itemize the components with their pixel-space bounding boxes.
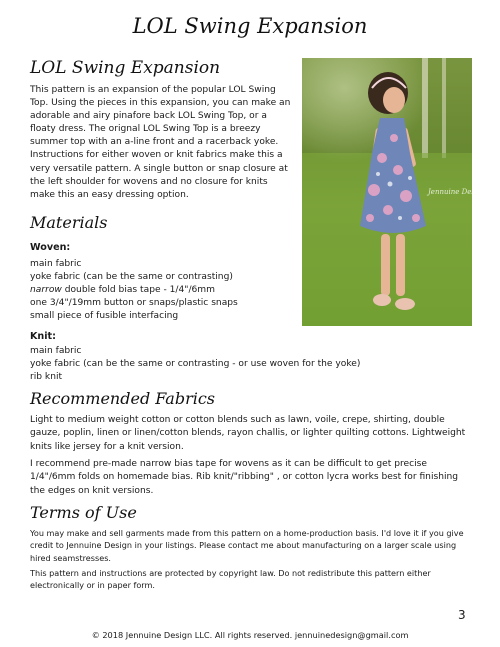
materials-heading: Materials	[30, 213, 108, 232]
page-number: 3	[458, 608, 466, 622]
product-photo	[302, 58, 487, 326]
woven-materials-list	[30, 258, 300, 323]
intro-heading: LOL Swing Expansion	[30, 58, 221, 78]
recommended-fabrics-heading: Recommended Fabrics	[30, 389, 215, 408]
terms-paragraph-1: You may make and sell garments made from this pattern on a home-production basis. I'd love it if you give credit to Jennuine Design in your listings. Please contact me about manufacturing on a larger scale using hired seamstresses.	[30, 528, 464, 563]
woven-item: main fabric	[30, 259, 82, 269]
terms-paragraph-2: This pattern and instructions are protected by copyright law. Do not redistribute this pattern either electronically or in paper form.	[30, 568, 431, 591]
photo-watermark: Jennuine Design	[428, 188, 487, 196]
woven-item: narrow double fold bias tape - 1/4"/6mm	[30, 285, 216, 296]
knit-materials-list	[30, 345, 460, 384]
terms-heading: Terms of Use	[30, 503, 137, 522]
knit-heading: Knit:	[30, 331, 56, 342]
photo-illustration	[302, 58, 487, 326]
fabrics-paragraph-2: I recommend pre-made narrow bias tape for wovens as it can be difficult to get precise 1/4"/6mm folds on homemade bias. Rib knit/"ribbing" , or cotton lycra works best for finishing the edges on knit versions.	[30, 459, 459, 496]
intro-paragraph: This pattern is an expansion of the popular LOL Swing Top. Using the pieces in this expansion, you can make an adorable and airy pinafore back LOL Swing Top, or a floaty dress. The orignal LOL Swing Top is a breezy summer top with an a-line front and a racerback yoke. Instructions for either woven or knit fabrics make this a very versatile pattern. A single button or snap closure at the left shoulder for wovens and no closure for knits make this an easy dressing option.	[30, 85, 291, 200]
woven-item: yoke fabric (can be the same or contrasting)	[30, 272, 233, 283]
woven-item: small piece of fusible interfacing	[30, 311, 179, 322]
knit-item: rib knit	[30, 372, 63, 383]
copyright-footer: © 2018 Jennuine Design LLC. All rights reserved. jennuinedesign@gmail.com	[91, 630, 409, 640]
woven-heading: Woven:	[30, 242, 71, 253]
knit-item: yoke fabric (can be the same or contrasting - or use woven for the yoke)	[30, 359, 361, 370]
knit-item: main fabric	[30, 346, 82, 356]
woven-item: one 3/4"/19mm button or snaps/plastic snaps	[30, 298, 238, 309]
page-header-title: LOL Swing Expansion	[132, 14, 368, 38]
fabrics-paragraph-1: Light to medium weight cotton or cotton blends such as lawn, voile, crepe, shirting, double gauze, poplin, linen or linen/cotton blends, rayon challis, or lighter quilting cottons. Lightweight knits like jersey for a knit version.	[30, 415, 466, 452]
